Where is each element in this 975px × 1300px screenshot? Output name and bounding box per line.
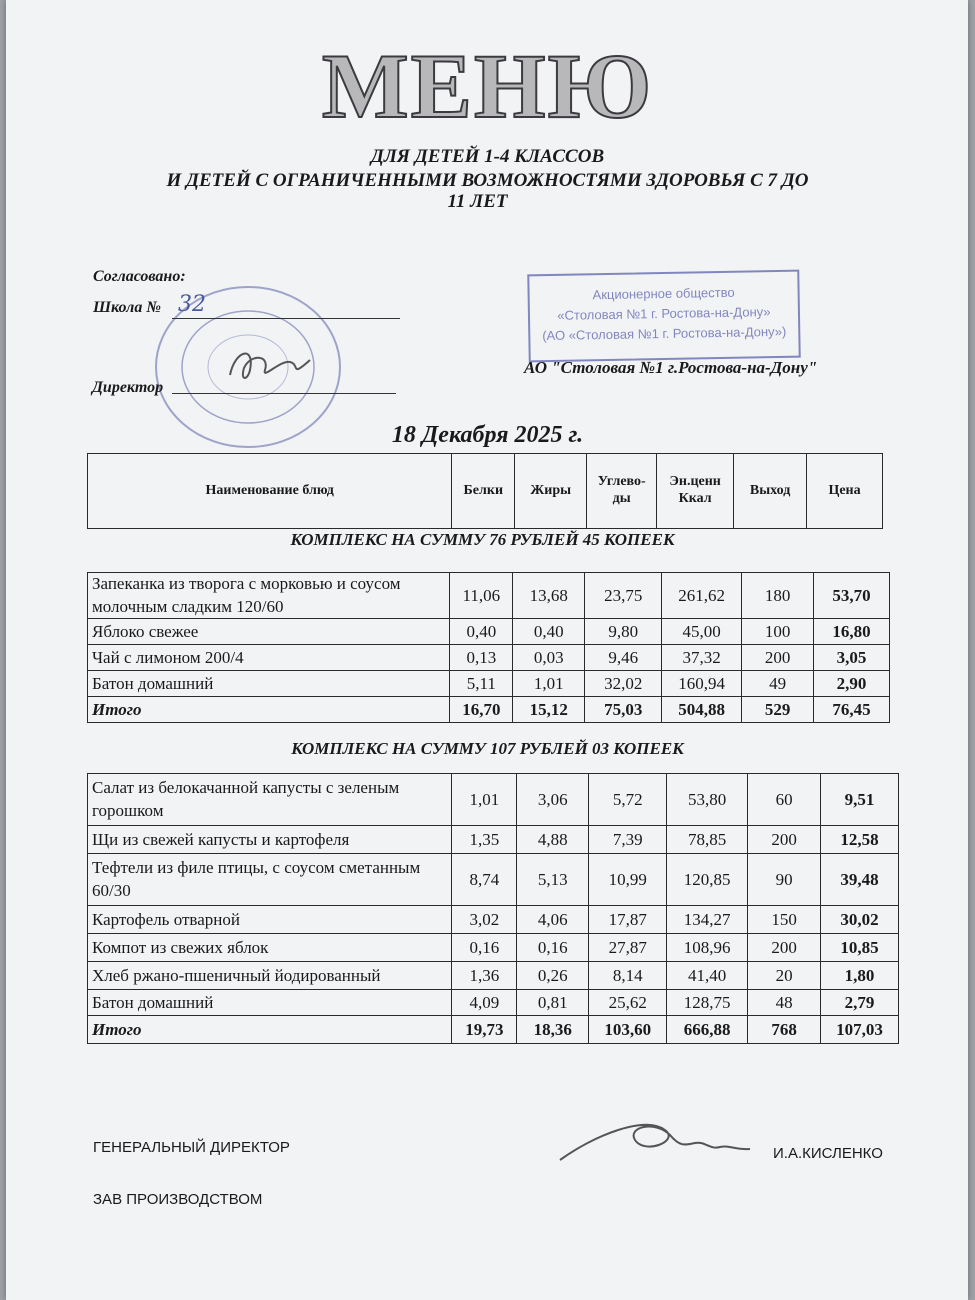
col-yield: Выход — [734, 454, 807, 529]
general-director-signature — [555, 1105, 755, 1175]
stamp-line-1: Акционерное общество — [592, 284, 735, 303]
school-number-line — [172, 296, 400, 319]
complex1-title: КОМПЛЕКС НА СУММУ 76 РУБЛЕЙ 45 КОПЕЕК — [290, 530, 675, 549]
table-row: Тефтели из филе птицы, с соусом сметанным 60/30 8,74 5,13 10,99 120,85 90 39,48 — [88, 854, 899, 906]
total-row: Итого 19,73 18,36 103,60 666,88 768 107,03 — [88, 1016, 899, 1044]
total-row: Итого 16,70 15,12 75,03 504,88 529 76,45 — [88, 697, 890, 723]
table-row: Компот из свежих яблок 0,16 0,16 27,87 108,96 200 10,85 — [88, 934, 899, 962]
director-label: Директор — [92, 379, 164, 396]
complex2-table — [87, 773, 899, 1044]
audience-line-1: ДЛЯ ДЕТЕЙ 1-4 КЛАССОВ — [370, 146, 605, 167]
table-row: Батон домашний 4,09 0,81 25,62 128,75 48 2,79 — [88, 990, 899, 1016]
stamp-line-2: «Столовая №1 г. Ростова-на-Дону» — [557, 304, 771, 324]
menu-title: МЕНЮ — [321, 35, 654, 137]
col-protein: Белки — [452, 454, 515, 529]
production-head-label: ЗАВ ПРОИЗВОДСТВОМ — [93, 1191, 263, 1208]
col-fat: Жиры — [515, 454, 587, 529]
company-name: АО "Столовая №1 г.Ростова-на-Дону" — [524, 358, 818, 377]
complex1-table — [87, 572, 890, 723]
general-director-label: ГЕНЕРАЛЬНЫЙ ДИРЕКТОР — [93, 1139, 290, 1156]
table-row: Картофель отварной 3,02 4,06 17,87 134,27 150 30,02 — [88, 906, 899, 934]
director-signature — [210, 340, 320, 390]
stamp-line-3: (АО «Столовая №1 г. Ростова-на-Дону») — [542, 324, 787, 344]
table-row: Хлеб ржано-пшеничный йодированный 1,36 0,26 8,14 41,40 20 1,80 — [88, 962, 899, 990]
table-row: Запеканка из творога с морковью и соусом молочным сладким 120/60 11,06 13,68 23,75 261,62 180 53,70 — [88, 573, 890, 619]
agreed-label: Согласовано: — [93, 268, 186, 285]
col-carbs: Углево- ды — [587, 454, 657, 529]
audience-line-2: И ДЕТЕЙ С ОГРАНИЧЕННЫМИ ВОЗМОЖНОСТЯМИ ЗДОРОВЬЯ С 7 ДО — [166, 170, 809, 191]
complex2-title: КОМПЛЕКС НА СУММУ 107 РУБЛЕЙ 03 КОПЕЕК — [291, 739, 684, 758]
col-name: Наименование блюд — [88, 454, 452, 529]
table-row: Чай с лимоном 200/4 0,13 0,03 9,46 37,32 200 3,05 — [88, 645, 890, 671]
school-label: Школа № — [93, 299, 161, 316]
table-row: Батон домашний 5,11 1,01 32,02 160,94 49 2,90 — [88, 671, 890, 697]
school-number: 32 — [178, 292, 206, 317]
audience-line-3: 11 ЛЕТ — [447, 191, 508, 212]
table-row: Яблоко свежее 0,40 0,40 9,80 45,00 100 16,80 — [88, 619, 890, 645]
table-row: Щи из свежей капусты и картофеля 1,35 4,88 7,39 78,85 200 12,58 — [88, 826, 899, 854]
col-price: Цена — [807, 454, 883, 529]
col-energy: Эн.ценн Ккал — [657, 454, 734, 529]
header-table — [87, 453, 883, 529]
table-row: Салат из белокачанной капусты с зеленым горошком 1,01 3,06 5,72 53,80 60 9,51 — [88, 774, 899, 826]
general-director-name: И.А.КИСЛЕНКО — [773, 1145, 883, 1162]
company-stamp — [527, 270, 800, 363]
menu-date: 18 Декабря 2025 г. — [391, 422, 584, 448]
